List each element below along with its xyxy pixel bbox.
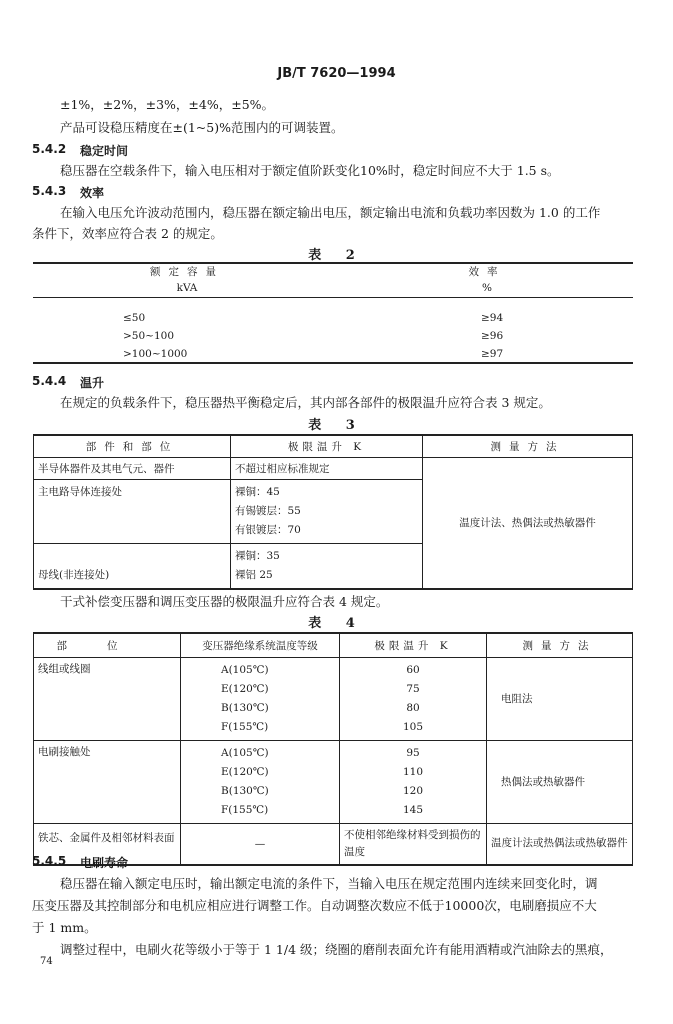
insulation-class: B(130℃) (221, 784, 269, 797)
brush-life-text-line3: 于 1 mm。 (32, 920, 97, 935)
table-4-method-cell: 热偶法或热敏器件 (487, 740, 633, 823)
table-2-head-efficiency (341, 263, 633, 297)
table-2 (33, 262, 633, 364)
table-3 (33, 434, 633, 590)
table-3-head-part: 部件和部位 (34, 435, 231, 457)
table-3-head-method: 测量方法 (423, 435, 633, 457)
insulation-class: E(120℃) (221, 682, 269, 695)
table-2-head-capacity (33, 263, 341, 297)
efficiency-text-line1: 在输入电压允许波动范围内，稳压器在额定输出电压，额定输出电流和负载功率因数为 1.0 的工作 (60, 205, 601, 220)
table-4-limit-cell (340, 657, 487, 740)
table-2-capacity-cell: >100~1000 (123, 347, 188, 360)
document-code-header: JB/T 7620—1994 (277, 66, 396, 81)
limit-value: 80 (406, 701, 420, 714)
temperature-rise-text: 在规定的负载条件下，稳压器热平衡稳定后，其内部各部件的极限温升应符合表 3 规定。 (60, 395, 551, 410)
section-5-4-2-number: 5.4.2 (32, 142, 67, 156)
table-2-header-row (33, 263, 633, 297)
precision-note-line: 产品可设稳压精度在±(1~5)%范围内的可调装置。 (60, 120, 344, 135)
capacity-label: 额定容量 (150, 266, 224, 279)
section-5-4-3-title: 效率 (80, 186, 105, 200)
efficiency-text-line2: 条件下，效率应符合表 2 的规定。 (32, 226, 223, 241)
table-2-capacity-cell: ≤50 (123, 312, 146, 324)
table-row (34, 657, 633, 740)
capacity-unit: kVA (176, 282, 198, 295)
brush-life-text-line1: 稳压器在输入额定电压时，输出额定电流的条件下，当输入电压在规定范围内连续来回变化时，调 (60, 876, 598, 891)
table-4 (33, 632, 633, 866)
table-3-limit-cell (231, 479, 423, 543)
insulation-class: B(130℃) (221, 701, 269, 714)
table-4-head-part: 部位 (34, 633, 181, 657)
section-5-4-4-number: 5.4.4 (32, 374, 67, 388)
table-row (33, 345, 633, 363)
limit-tin-plated: 有锡镀层：55 (235, 504, 301, 517)
limit-value: 120 (402, 784, 424, 797)
table-4-header-row (34, 633, 633, 657)
table-4-class-cell: — (181, 823, 340, 865)
table-4-limit-cell: 不使相邻绝缘材料受到损伤的温度 (340, 823, 487, 865)
table-4-head-limit: 极限温升 K (340, 633, 487, 657)
table-row (33, 309, 633, 327)
insulation-class: F(155℃) (221, 803, 269, 816)
table-row (34, 457, 633, 479)
table-3-limit-cell: 不超过相应标准规定 (231, 457, 423, 479)
table-3-header-row (34, 435, 633, 457)
insulation-class: A(105℃) (221, 746, 269, 759)
section-5-4-5-title: 电刷寿命 (80, 856, 129, 870)
table-row (34, 740, 633, 823)
brush-life-text-line2: 压变压器及其控制部分和电机应相应进行调整工作。自动调整次数应不低于10000次，电刷磨损应不大 (32, 898, 597, 913)
section-5-4-2-title: 稳定时间 (80, 144, 129, 158)
table-4-caption: 表 4 (308, 616, 365, 631)
insulation-class: E(120℃) (221, 765, 269, 778)
limit-bare-copper: 裸铜：35 (235, 549, 280, 562)
table-3-head-limit: 极限温升 K (231, 435, 423, 457)
section-5-4-5-number: 5.4.5 (32, 854, 67, 868)
table-4-head-method: 测量方法 (487, 633, 633, 657)
precision-steps-line: ±1%，±2%，±3%，±4%，±5%。 (60, 97, 275, 112)
limit-value: 105 (402, 720, 424, 733)
limit-value: 75 (406, 682, 420, 695)
limit-value: 145 (402, 803, 424, 816)
table-4-part-cell: 线组或线圈 (34, 657, 181, 740)
table-3-caption: 表 3 (308, 418, 365, 433)
limit-bare-aluminium: 裸铝 25 (235, 568, 273, 581)
insulation-class: A(105℃) (221, 663, 269, 676)
table-row (33, 327, 633, 345)
brush-life-text-line4: 调整过程中，电刷火花等级小于等于 1 1/4 级；绕圈的磨削表面允许有能用酒精或汽油除去的黑痕， (60, 942, 613, 957)
table-3-part-cell: 主电路导体连接处 (34, 479, 231, 543)
settling-time-text: 稳压器在空载条件下，输入电压相对于额定值阶跃变化10%时，稳定时间应不大于 1.5 s。 (60, 163, 560, 178)
table-2-efficiency-cell: ≥97 (481, 347, 504, 360)
table-4-method-cell: 电阻法 (487, 657, 633, 740)
table-4-class-cell (181, 657, 340, 740)
limit-value: 60 (406, 663, 420, 676)
table-4-head-class: 变压器绝缘系统温度等级 (181, 633, 340, 657)
table-4-part-cell: 铁芯、金属件及相邻材料表面 (34, 823, 181, 865)
table-4-part-cell: 电刷接触处 (34, 740, 181, 823)
dry-transformer-text: 干式补偿变压器和调压变压器的极限温升应符合表 4 规定。 (60, 594, 389, 609)
insulation-class: F(155℃) (221, 720, 269, 733)
table-3-part-cell: 半导体器件及其电气元、器件 (34, 457, 231, 479)
table-4-limit-cell (340, 740, 487, 823)
limit-bare-copper: 裸铜：45 (235, 485, 280, 498)
table-3-limit-cell (231, 543, 423, 589)
table-4-class-cell (181, 740, 340, 823)
table-4-method-cell: 温度计法或热偶法或热敏器件 (487, 823, 633, 865)
efficiency-label: 效率 (468, 266, 506, 279)
table-3-part-cell: 母线(非连接处) (34, 543, 231, 589)
table-2-capacity-cell: >50~100 (123, 330, 174, 342)
table-3-method-cell: 温度计法、热偶法或热敏器件 (423, 457, 633, 589)
section-5-4-3-number: 5.4.3 (32, 184, 67, 198)
limit-value: 95 (406, 746, 420, 759)
table-2-efficiency-cell: ≥94 (481, 312, 504, 324)
section-5-4-4-title: 温升 (80, 376, 105, 390)
table-2-efficiency-cell: ≥96 (481, 330, 504, 342)
limit-silver-plated: 有银镀层：70 (235, 523, 301, 536)
page-number: 74 (40, 956, 53, 967)
limit-value: 110 (402, 765, 424, 778)
table-2-caption: 表 2 (308, 248, 365, 263)
efficiency-unit: % (482, 282, 492, 295)
